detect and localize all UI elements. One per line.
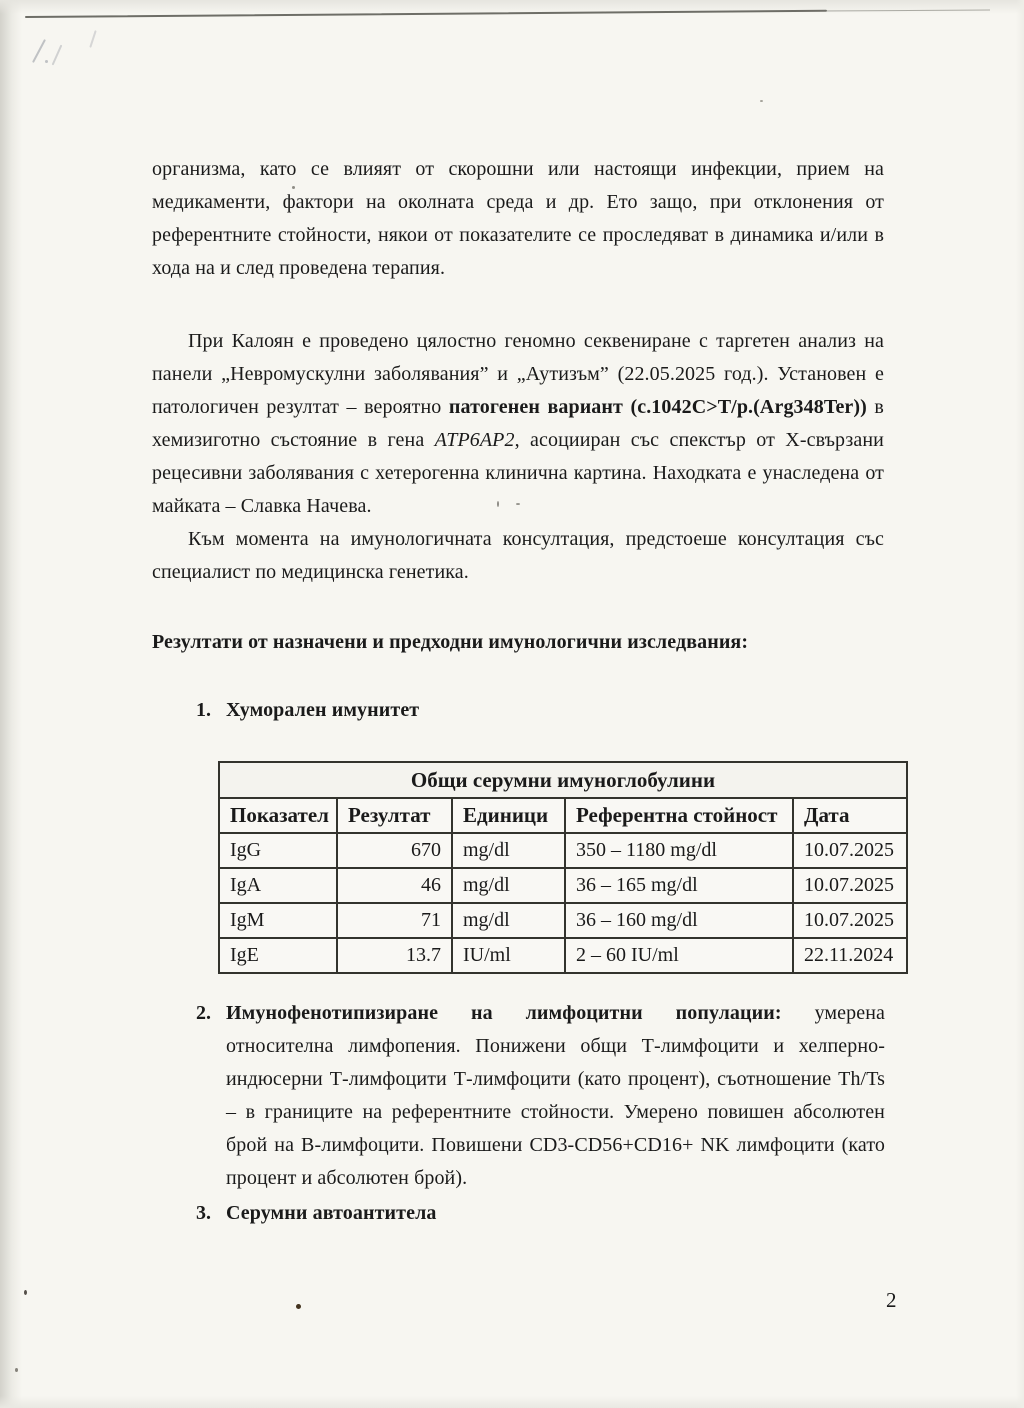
table-cell: 2 – 60 IU/ml bbox=[565, 938, 793, 973]
table-cell: 36 – 160 mg/dl bbox=[565, 903, 793, 938]
table-cell: 670 bbox=[337, 833, 452, 868]
table-cell: 13.7 bbox=[337, 938, 452, 973]
table-cell: 350 – 1180 mg/dl bbox=[565, 833, 793, 868]
table-title: Общи серумни имуноглобулини bbox=[219, 762, 907, 798]
table-cell: IgM bbox=[219, 903, 337, 938]
table-cell: 10.07.2025 bbox=[793, 833, 907, 868]
table-column-header: Дата bbox=[793, 798, 907, 833]
table-column-header: Единици bbox=[452, 798, 565, 833]
table-header-row bbox=[219, 798, 907, 833]
scan-edge-shadow-bottom bbox=[0, 1396, 1024, 1408]
list-item-text bbox=[226, 997, 885, 1195]
table-body bbox=[219, 833, 907, 973]
table-cell: mg/dl bbox=[452, 868, 565, 903]
table-column-header: Резултат bbox=[337, 798, 452, 833]
scan-edge-shadow-left bbox=[0, 0, 22, 1408]
text-segment: ATP6AP2 bbox=[434, 429, 515, 451]
table-cell: 10.07.2025 bbox=[793, 868, 907, 903]
ink-speck bbox=[15, 1368, 18, 1372]
list-item-title: Серумни автоантитела bbox=[226, 1202, 437, 1224]
pencil-mark bbox=[89, 30, 96, 48]
table-row bbox=[219, 868, 907, 903]
table-cell: mg/dl bbox=[452, 833, 565, 868]
ink-speck bbox=[760, 100, 763, 102]
table-cell: IgE bbox=[219, 938, 337, 973]
table-cell: IgA bbox=[219, 868, 337, 903]
text-segment: патогенен вариант (c.1042C>T/p.(Arg348Ter)) bbox=[448, 396, 867, 418]
table-cell: IgG bbox=[219, 833, 337, 868]
pencil-mark bbox=[32, 39, 46, 63]
list-number: 1. bbox=[196, 699, 211, 721]
pencil-mark bbox=[52, 45, 63, 66]
table-column-header: Референтна стойност bbox=[565, 798, 793, 833]
table-cell: 22.11.2024 bbox=[793, 938, 907, 973]
paragraph-consultation: Към момента на имунологичната консултация, предстоеше консултация със специалист по медицинска генетика. bbox=[152, 528, 884, 583]
ink-speck bbox=[296, 1304, 301, 1309]
table-row bbox=[219, 903, 907, 938]
scan-edge-shadow-right bbox=[1016, 0, 1024, 1408]
table-cell: mg/dl bbox=[452, 903, 565, 938]
table-cell: 10.07.2025 bbox=[793, 903, 907, 938]
paragraph-intro: организма, като се влияят от скорошни или настоящи инфекции, прием на медикаменти, фактори на околната среда и др. Ето защо, при отклонения от референтните стойности, някои от показателите се проследяват в динамика и/или в хода на и след проведена терапия. bbox=[152, 158, 884, 279]
text-segment: , асоцииран със спекстър от Х-свързани рецесивни заболявания с хетерогенна клинична картина. Находката е унаследена от майката – Славка Начева. bbox=[152, 429, 884, 517]
immunoglobulins-table bbox=[218, 761, 908, 974]
list-item-title: Хуморален имунитет bbox=[226, 699, 420, 721]
table-cell: 36 – 165 mg/dl bbox=[565, 868, 793, 903]
ink-speck bbox=[24, 1290, 27, 1295]
page-number: 2 bbox=[886, 1288, 897, 1312]
text-segment: При Калоян е проведено цялостно геномно секвениране с таргетен анализ на панели „Невромускулни заболявания” и „Аутизъм” (22.05.2025 год.). Установен е патологичен резултат – вероятно bbox=[152, 330, 884, 418]
table-cell: 46 bbox=[337, 868, 452, 903]
text-segment: умерена относителна лимфопения. Понижени общи Т-лимфоцити и хелперно-индюсерни Т-лимфоцити Т-лимфоцити (като процент), съотношение Th/Ts – в границите на референтните стойности. Умерено повишен абсолютен брой на В-лимфоцити. Повишени CD3-CD56+CD16+ NK лимфоцити (като процент и абсолютен брой). bbox=[226, 1002, 885, 1189]
paragraph-genetic-findings bbox=[152, 325, 884, 523]
list-item-autoantibodies bbox=[196, 1197, 885, 1230]
text-segment: в хемизиготно състояние в гена bbox=[152, 396, 884, 451]
section-heading-results: Резултати от назначени и предходни имунологични изследвания: bbox=[152, 631, 749, 653]
text-segment: Имунофенотипизиране на лимфоцитни популации: bbox=[226, 1002, 815, 1024]
list-number: 3. bbox=[196, 1202, 211, 1224]
list-number: 2. bbox=[196, 1002, 211, 1024]
table-cell: 71 bbox=[337, 903, 452, 938]
list-item-humoral-immunity bbox=[196, 694, 885, 727]
table-row bbox=[219, 833, 907, 868]
table-title-row bbox=[219, 762, 907, 798]
table-row bbox=[219, 938, 907, 973]
list-item-immunophenotyping bbox=[196, 997, 885, 1195]
table-column-header: Показател bbox=[219, 798, 337, 833]
pencil-mark bbox=[45, 60, 48, 63]
table-cell: IU/ml bbox=[452, 938, 565, 973]
